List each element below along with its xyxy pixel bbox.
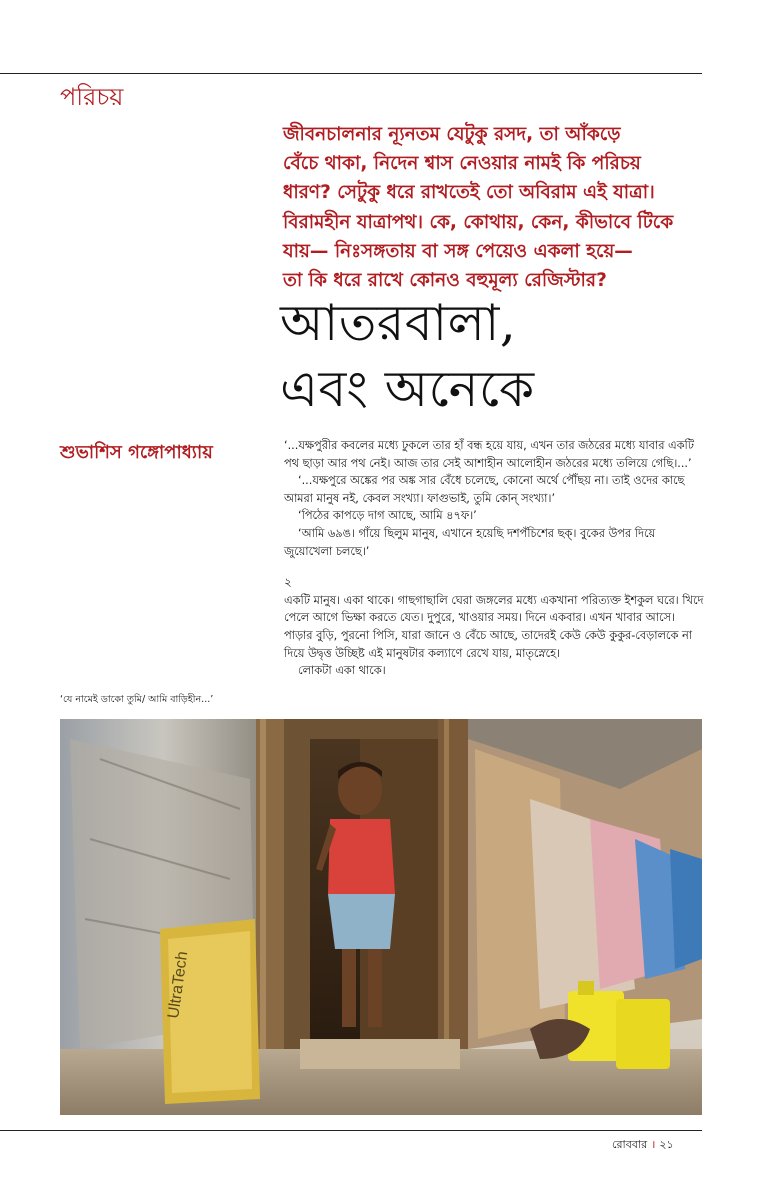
page-footer <box>612 1136 674 1155</box>
magazine-name: রোববার <box>612 1138 648 1151</box>
article-body <box>284 437 704 680</box>
footer-separator: । <box>651 1138 656 1151</box>
body-paragraph: ‘...যক্ষপুরে অঙ্কের পর অঙ্ক সার বেঁধে চলেছে, কোনো অর্থে পৌঁছয় না। তাই ওদের কাছে আমরা মানুষ নই, কেবল সংখ্যা। ফাগুভাই, তুমি কোন্ সংখ্যা।’ <box>284 474 685 505</box>
article-photo <box>60 719 702 1115</box>
body-paragraph: লোকটা একা থাকে। <box>298 664 386 678</box>
page-number: ২১ <box>659 1138 674 1151</box>
headline-line-2: এবং অনেকে <box>280 360 535 418</box>
photo-caption: ‘যে নামেই ডাকো তুমি/ আমি বাড়িহীন...’ <box>60 694 214 705</box>
body-paragraph: ‘আমি ৬৯ঙ। গাঁয়ে ছিলুম মানুষ, এখানে হয়েছি দশপঁচিশের ছক্। বুকের উপর দিয়ে জুয়োখেলা চলছে।’ <box>284 526 656 558</box>
sack-text: UltraTech <box>165 950 192 1020</box>
intro-line: তা কি ধরে রাখে কোনও বহুমূল্য রেজিস্টার? <box>283 270 607 292</box>
article-headline <box>280 290 700 422</box>
intro-line: জীবনচালনার ন্যূনতম যেটুকু রসদ, তা আঁকড়ে <box>283 124 621 145</box>
intro-line: ধারণ? সেটুকু ধরে রাখতেই তো অবিরাম এই যাত্রা। <box>283 182 655 204</box>
body-paragraph: ‘পিঠের কাপড়ে দাগ আছে, আমি ৪৭ফ।’ <box>298 509 477 523</box>
intro-standfirst <box>283 120 683 295</box>
bottom-rule <box>0 1130 702 1131</box>
body-paragraph: ‘...যক্ষপুরীর কবলের মধ্যে ঢুকলে তার হাঁ বন্ধ হয়ে যায়, এখন তার জঠরের মধ্যে যাবার একটি পথ ছাড়া আর পথ নেই। আজ তার সেই আশাহীন আলোহীন জঠরের মধ্যে তলিয়ে গেছি।...’ <box>284 439 694 470</box>
headline-line-1: আতরবালা, <box>280 294 517 352</box>
body-paragraph: একটি মানুষ। একা থাকে। গাছগাছালি ঘেরা জঙ্গলের মধ্যে একখানা পরিত্যক্ত ইশকুল ঘরে। খিদে পেলে আগে ভিক্ষা করতে যেত। দুপুরে, খাওয়ার সময়। দিনে একবার। এখন খাবার আসে। পাড়ার বুড়ি, পুরনো পিসি, যারা জানে ও বেঁচে আছে, তাদেরই কেউ কেউ কুকুর-বেড়ালকে না দিয়ে উদ্বৃত্ত উচ্ছিষ্ট এই মানুষটার কল্যাণে রেখে যায়, মাতৃস্নেহে। <box>284 593 704 660</box>
author-byline: শুভাশিস গঙ্গোপাধ্যায় <box>60 442 213 463</box>
section-label: পরিচয় <box>60 83 124 111</box>
top-rule <box>0 73 702 74</box>
section-number: ২ <box>284 575 292 590</box>
intro-line: বিরামহীন যাত্রাপথ। কে, কোথায়, কেন, কীভাবে টিকে <box>283 211 674 233</box>
intro-line: বেঁচে থাকা, নিদেন শ্বাস নেওয়ার নামই কি পরিচয় <box>283 153 641 175</box>
intro-line: যায়— নিঃসঙ্গতায় বা সঙ্গ পেয়েও একলা হয়ে— <box>283 240 633 262</box>
